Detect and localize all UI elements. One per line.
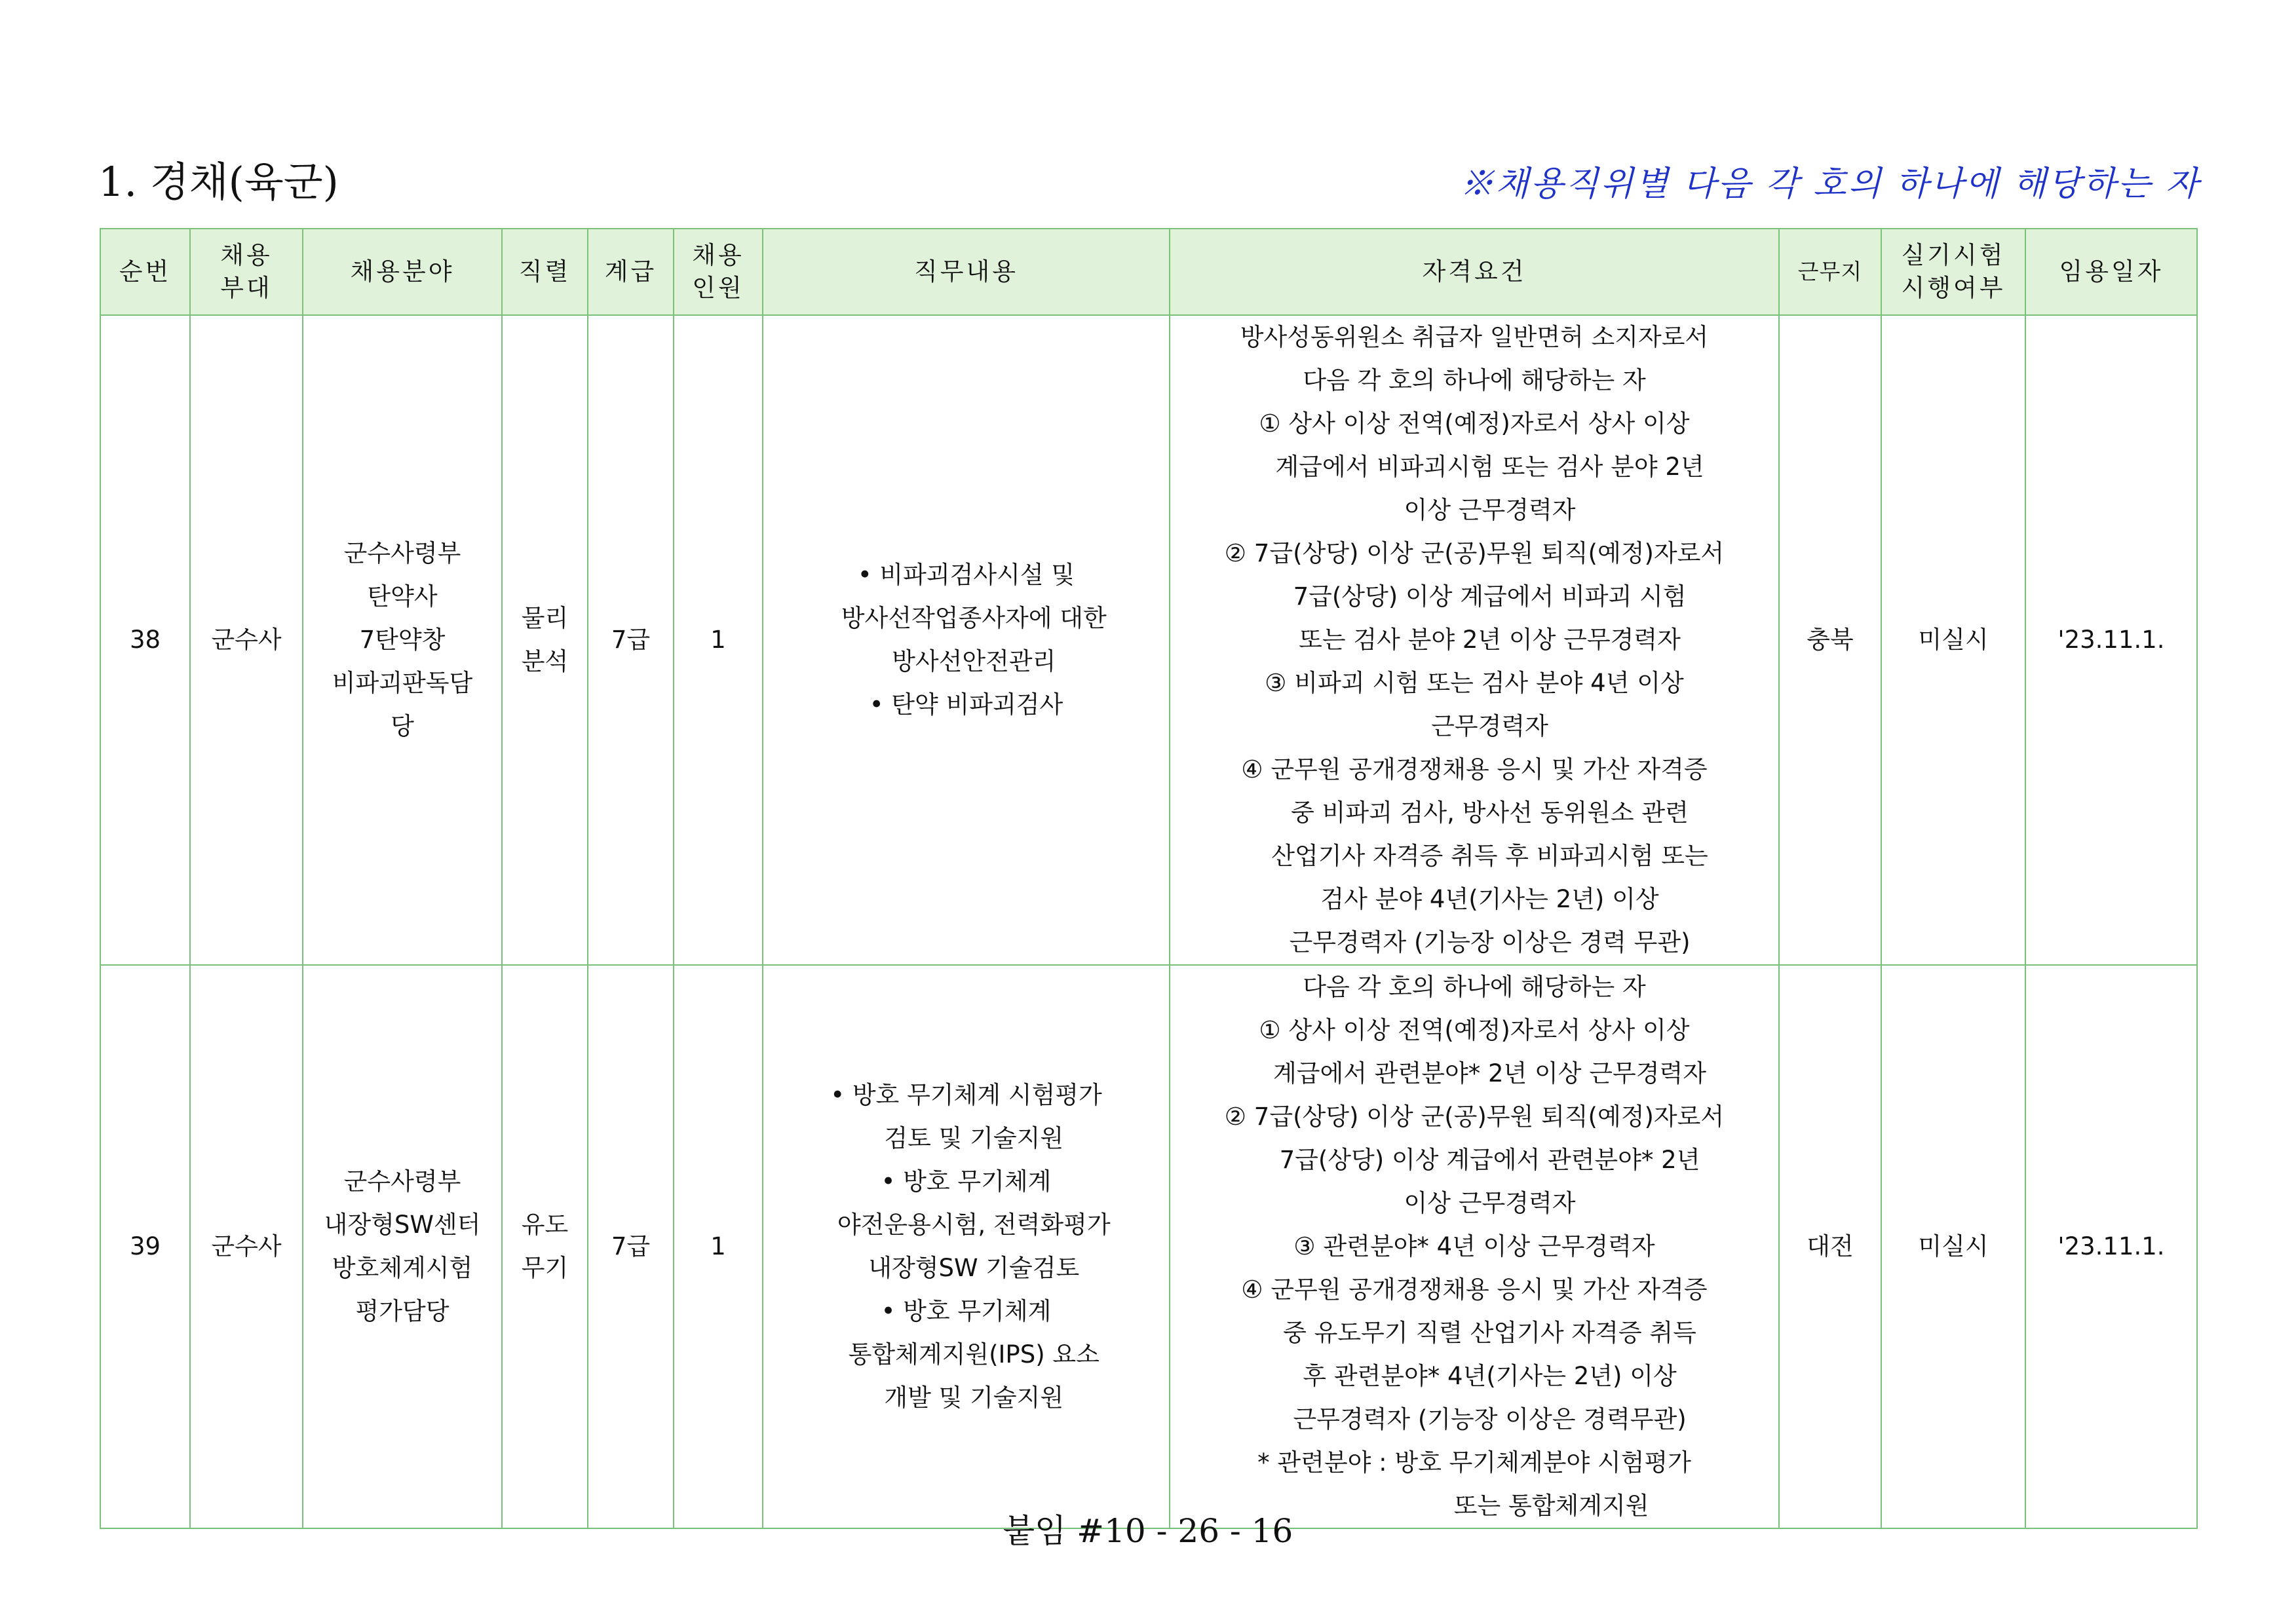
- header-field: 채용분야: [303, 229, 502, 315]
- cell-grade: 7급: [588, 965, 674, 1528]
- section-heading: 1. 경채(육군): [98, 158, 339, 206]
- header-practical: 실기시험 시행여부: [1881, 229, 2025, 315]
- duty-item: • 방호 무기체계 통합체계지원(IPS) 요소 개발 및 기술지원: [848, 1297, 1100, 1412]
- cell-unit: 군수사: [190, 965, 303, 1528]
- table-header-row: [100, 229, 2197, 315]
- table-row: [100, 315, 2197, 965]
- cell-series: 물리 분석: [502, 315, 588, 965]
- cell-date: '23.11.1.: [2025, 965, 2197, 1528]
- cell-duties: [763, 315, 1170, 965]
- page-footer: 붙임 #10 - 26 - 16: [1003, 1512, 1293, 1550]
- duty-item: • 비파괴검사시설 및 방사선작업종사자에 대한 방사선안전관리: [841, 561, 1107, 675]
- cell-count: 1: [674, 965, 763, 1528]
- cell-location: 대전: [1779, 965, 1881, 1528]
- duty-item: • 방호 무기체계 야전운용시험, 전력화평가 내장형SW 기술검토: [837, 1167, 1111, 1282]
- cell-grade: 7급: [588, 315, 674, 965]
- cell-field: 군수사령부 내장형SW센터 방호체계시험 평가담당: [303, 965, 502, 1528]
- header-date: 임용일자: [2025, 229, 2197, 315]
- eligibility-note: ※채용직위별 다음 각 호의 하나에 해당하는 자: [1459, 164, 2200, 204]
- cell-count: 1: [674, 315, 763, 965]
- cell-no: 38: [100, 315, 190, 965]
- cell-practical: 미실시: [1881, 315, 2025, 965]
- cell-date: '23.11.1.: [2025, 315, 2197, 965]
- cell-duties: [763, 965, 1170, 1528]
- header-duties: 직무내용: [763, 229, 1170, 315]
- cell-requirements: 방사성동위원소 취급자 일반면허 소지자로서 다음 각 호의 하나에 해당하는 자 ① 상사 이상 전역(예정)자로서 상사 이상 계급에서 비파괴시험 또는 검사 분야 2년 이상 근무경력자 ② 7급(상당) 이상 군(공)무원 퇴직(예정)자로서 7급(상당) 이상 계급에서 비파괴 시험 또는 검사 분야 2년 이상 근무경력자 ③ 비파괴 시험 또는 검사 분야 4년 이상 근무경력자 ④ 군무원 공개경쟁채용 응시 및 가산 자격증 중 비파괴 검사, 방사선 동위원소 관련 산업기사 자격증 취득 후 비파괴시험 또는 검사 분야 4년(기사는 2년) 이상 근무경력자 (기능장 이상은 경력 무관): [1170, 315, 1779, 965]
- header-location: 근무지: [1779, 229, 1881, 315]
- header-unit: 채용 부대: [190, 229, 303, 315]
- recruitment-table: [100, 228, 2198, 1529]
- cell-unit: 군수사: [190, 315, 303, 965]
- cell-series: 유도 무기: [502, 965, 588, 1528]
- header-series: 직렬: [502, 229, 588, 315]
- header-grade: 계급: [588, 229, 674, 315]
- duty-item: • 탄약 비파괴검사: [869, 690, 1063, 719]
- cell-field: 군수사령부 탄약사 7탄약창 비파괴판독담 당: [303, 315, 502, 965]
- cell-no: 39: [100, 965, 190, 1528]
- header-requirements: 자격요건: [1170, 229, 1779, 315]
- header-count: 채용 인원: [674, 229, 763, 315]
- cell-practical: 미실시: [1881, 965, 2025, 1528]
- header-no: 순번: [100, 229, 190, 315]
- duty-item: • 방호 무기체계 시험평가 검토 및 기술지원: [830, 1081, 1102, 1152]
- cell-location: 충북: [1779, 315, 1881, 965]
- cell-requirements: 다음 각 호의 하나에 해당하는 자 ① 상사 이상 전역(예정)자로서 상사 이상 계급에서 관련분야* 2년 이상 근무경력자 ② 7급(상당) 이상 군(공)무원 퇴직(예정)자로서 7급(상당) 이상 계급에서 관련분야* 2년 이상 근무경력자 ③ 관련분야* 4년 이상 근무경력자 ④ 군무원 공개경쟁채용 응시 및 가산 자격증 중 유도무기 직렬 산업기사 자격증 취득 후 관련분야* 4년(기사는 2년) 이상 근무경력자 (기능장 이상은 경력무관) * 관련분야 : 방호 무기체계분야 시험평가 또는 통합체계지원: [1170, 965, 1779, 1528]
- table-row: [100, 965, 2197, 1528]
